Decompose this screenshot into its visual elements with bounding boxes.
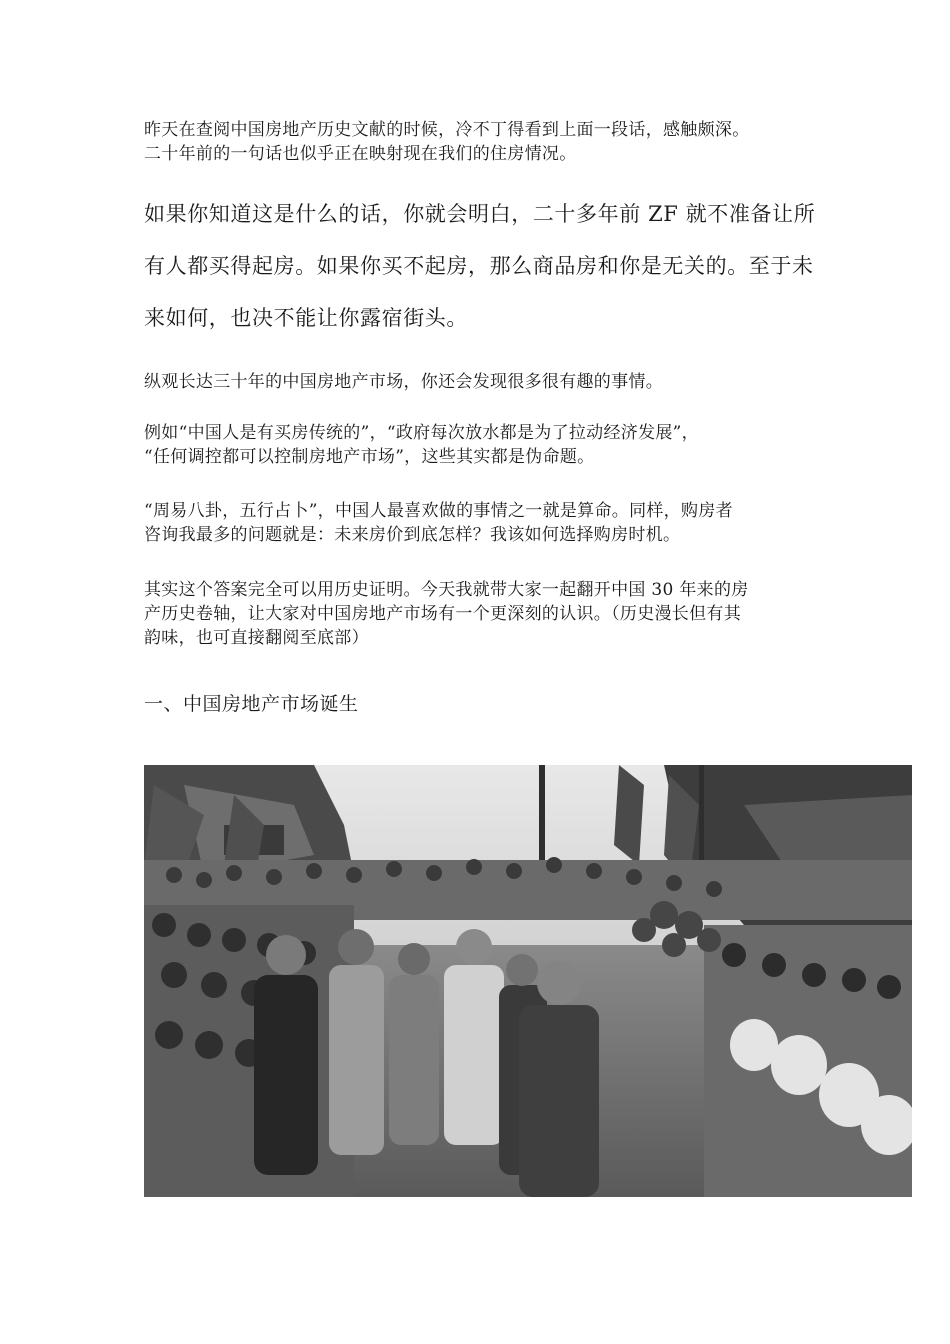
body-paragraph-4-line-1: 其实这个答案完全可以用历史证明。今天我就带大家一起翻开中国 30 年来的房 <box>144 580 749 600</box>
historical-crowd-photo <box>144 765 912 1197</box>
body-paragraph-3 <box>144 499 814 547</box>
body-paragraph-1 <box>144 370 814 394</box>
intro-line-1: 昨天在查阅中国房地产历史文献的时候，冷不丁得看到上面一段话，感触颇深。 <box>144 120 750 140</box>
section-heading: 一、中国房地产市场诞生 <box>144 693 359 715</box>
quote-paragraph <box>144 188 824 344</box>
body-paragraph-2-line-2: “任何调控都可以控制房地产市场”，这些其实都是伪命题。 <box>144 447 595 467</box>
body-paragraph-3-line-1: “周易八卦，五行占卜”，中国人最喜欢做的事情之一就是算命。同样，购房者 <box>144 501 733 521</box>
body-paragraph-2-line-1: 例如“中国人是有买房传统的”，“政府每次放水都是为了拉动经济发展”， <box>144 423 699 443</box>
body-paragraph-1-line-1: 纵观长达三十年的中国房地产市场，你还会发现很多很有趣的事情。 <box>144 372 663 392</box>
body-paragraph-4-line-2: 产历史卷轴，让大家对中国房地产市场有一个更深刻的认识。（历史漫长但有其 <box>144 604 741 624</box>
intro-paragraph <box>144 118 814 166</box>
body-paragraph-2 <box>144 421 814 469</box>
body-paragraph-3-line-2: 咨询我最多的问题就是：未来房价到底怎样？我该如何选择购房时机。 <box>144 525 681 545</box>
quote-line-1: 如果你知道这是什么的话，你就会明白，二十多年前 ZF 就不准备让所 <box>144 202 816 226</box>
body-paragraph-4 <box>144 578 814 650</box>
body-paragraph-4-line-3: 韵味，也可直接翻阅至底部） <box>144 628 369 648</box>
quote-line-3: 来如何，也决不能让你露宿街头。 <box>144 306 468 330</box>
intro-line-2: 二十年前的一句话也似乎正在映射现在我们的住房情况。 <box>144 144 577 164</box>
quote-line-2: 有人都买得起房。如果你买不起房，那么商品房和你是无关的。至于未 <box>144 254 814 278</box>
